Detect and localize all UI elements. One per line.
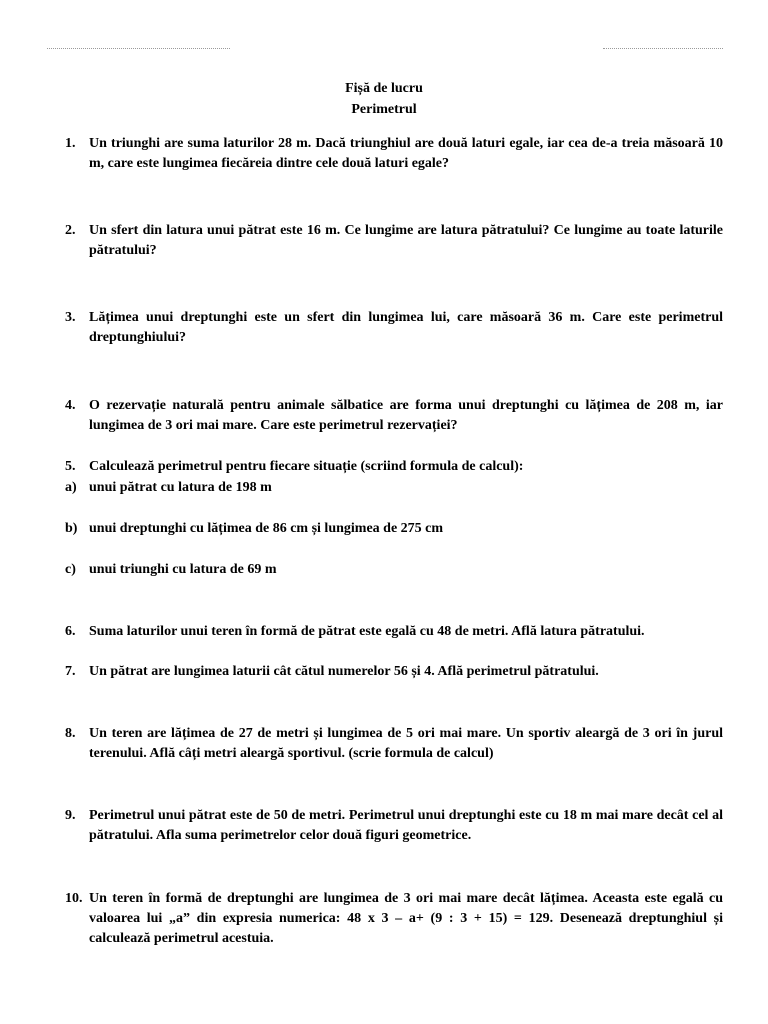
exercise-number: 3. <box>65 310 76 325</box>
exercise-text: Calculează perimetrul pentru fiecare situație (scriind formula de calcul): <box>89 459 524 474</box>
exercise-3 <box>65 308 723 348</box>
exercise-number: 8. <box>65 726 76 741</box>
exercise-5a <box>65 478 723 498</box>
exercise-number: 9. <box>65 808 76 823</box>
exercise-text: Un pătrat are lungimea laturii cât cătul numerelor 56 și 4. Află perimetrul pătratului. <box>89 664 599 679</box>
exercise-text: O rezervație naturală pentru animale sălbatice are forma unui dreptunghi cu lățimea de 208 m, iar lungimea de 3 ori mai mare. Care este perimetrul rezervației? <box>89 398 723 433</box>
exercise-4 <box>65 396 723 436</box>
worksheet-title: Fișă de lucru <box>345 81 423 96</box>
exercise-text: Lățimea unui dreptunghi este un sfert din lungimea lui, care măsoară 36 m. Care este perimetrul dreptunghiului? <box>89 310 723 345</box>
exercise-text: Un triunghi are suma laturilor 28 m. Dacă triunghiul are două laturi egale, iar cea de-a treia măsoară 10 m, care este lungimea fiecăreia dintre cele două laturi egale? <box>89 136 723 171</box>
exercise-text: Un teren are lățimea de 27 de metri și lungimea de 5 ori mai mare. Un sportiv aleargă de 3 ori în jurul terenului. Află câți metri aleargă sportivul. (scrie formula de calcul) <box>89 726 723 761</box>
exercise-number: 4. <box>65 398 76 413</box>
exercise-text: Un sfert din latura unui pătrat este 16 m. Ce lungime are latura pătratului? Ce lungime au toate laturile pătratului? <box>89 223 723 258</box>
header-dotted-line-left <box>47 48 230 59</box>
exercise-text: unui dreptunghi cu lățimea de 86 cm și lungimea de 275 cm <box>89 521 444 536</box>
exercise-2 <box>65 221 723 261</box>
exercise-5 <box>65 457 723 477</box>
exercise-number: 2. <box>65 223 76 238</box>
exercise-10 <box>65 889 723 949</box>
exercise-number: a) <box>65 480 77 495</box>
exercise-number: b) <box>65 521 78 536</box>
exercise-number: 10. <box>65 891 83 906</box>
exercise-number: 6. <box>65 624 76 639</box>
exercise-number: c) <box>65 562 76 577</box>
exercise-text: Un teren în formă de dreptunghi are lungimea de 3 ori mai mare decât lățimea. Aceasta este egală cu valoarea lui „a” din expresia numerica: 48 x 3 – a+ (9 : 3 + 15) = 129. Desenează dreptunghiul și calculează perimetrul acestuia. <box>89 891 723 946</box>
exercise-1 <box>65 134 723 174</box>
exercise-number: 7. <box>65 664 76 679</box>
exercise-text: unui pătrat cu latura de 198 m <box>89 480 272 495</box>
header-dotted-line-right <box>603 48 723 59</box>
exercise-number: 1. <box>65 136 76 151</box>
exercise-5c <box>65 560 723 580</box>
worksheet-subtitle: Perimetrul <box>351 102 417 117</box>
exercise-9 <box>65 806 723 846</box>
exercise-number: 5. <box>65 459 76 474</box>
exercise-text: Perimetrul unui pătrat este de 50 de metri. Perimetrul unui dreptunghi este cu 18 m mai mare decât cel al pătratului. Afla suma perimetrelor celor două figuri geometrice. <box>89 808 723 843</box>
exercise-6 <box>65 622 723 642</box>
exercise-text: unui triunghi cu latura de 69 m <box>89 562 277 577</box>
exercise-7 <box>65 662 723 682</box>
exercise-text: Suma laturilor unui teren în formă de pătrat este egală cu 48 de metri. Află latura pătratului. <box>89 624 645 639</box>
exercise-5b <box>65 519 723 539</box>
exercise-8 <box>65 724 723 764</box>
